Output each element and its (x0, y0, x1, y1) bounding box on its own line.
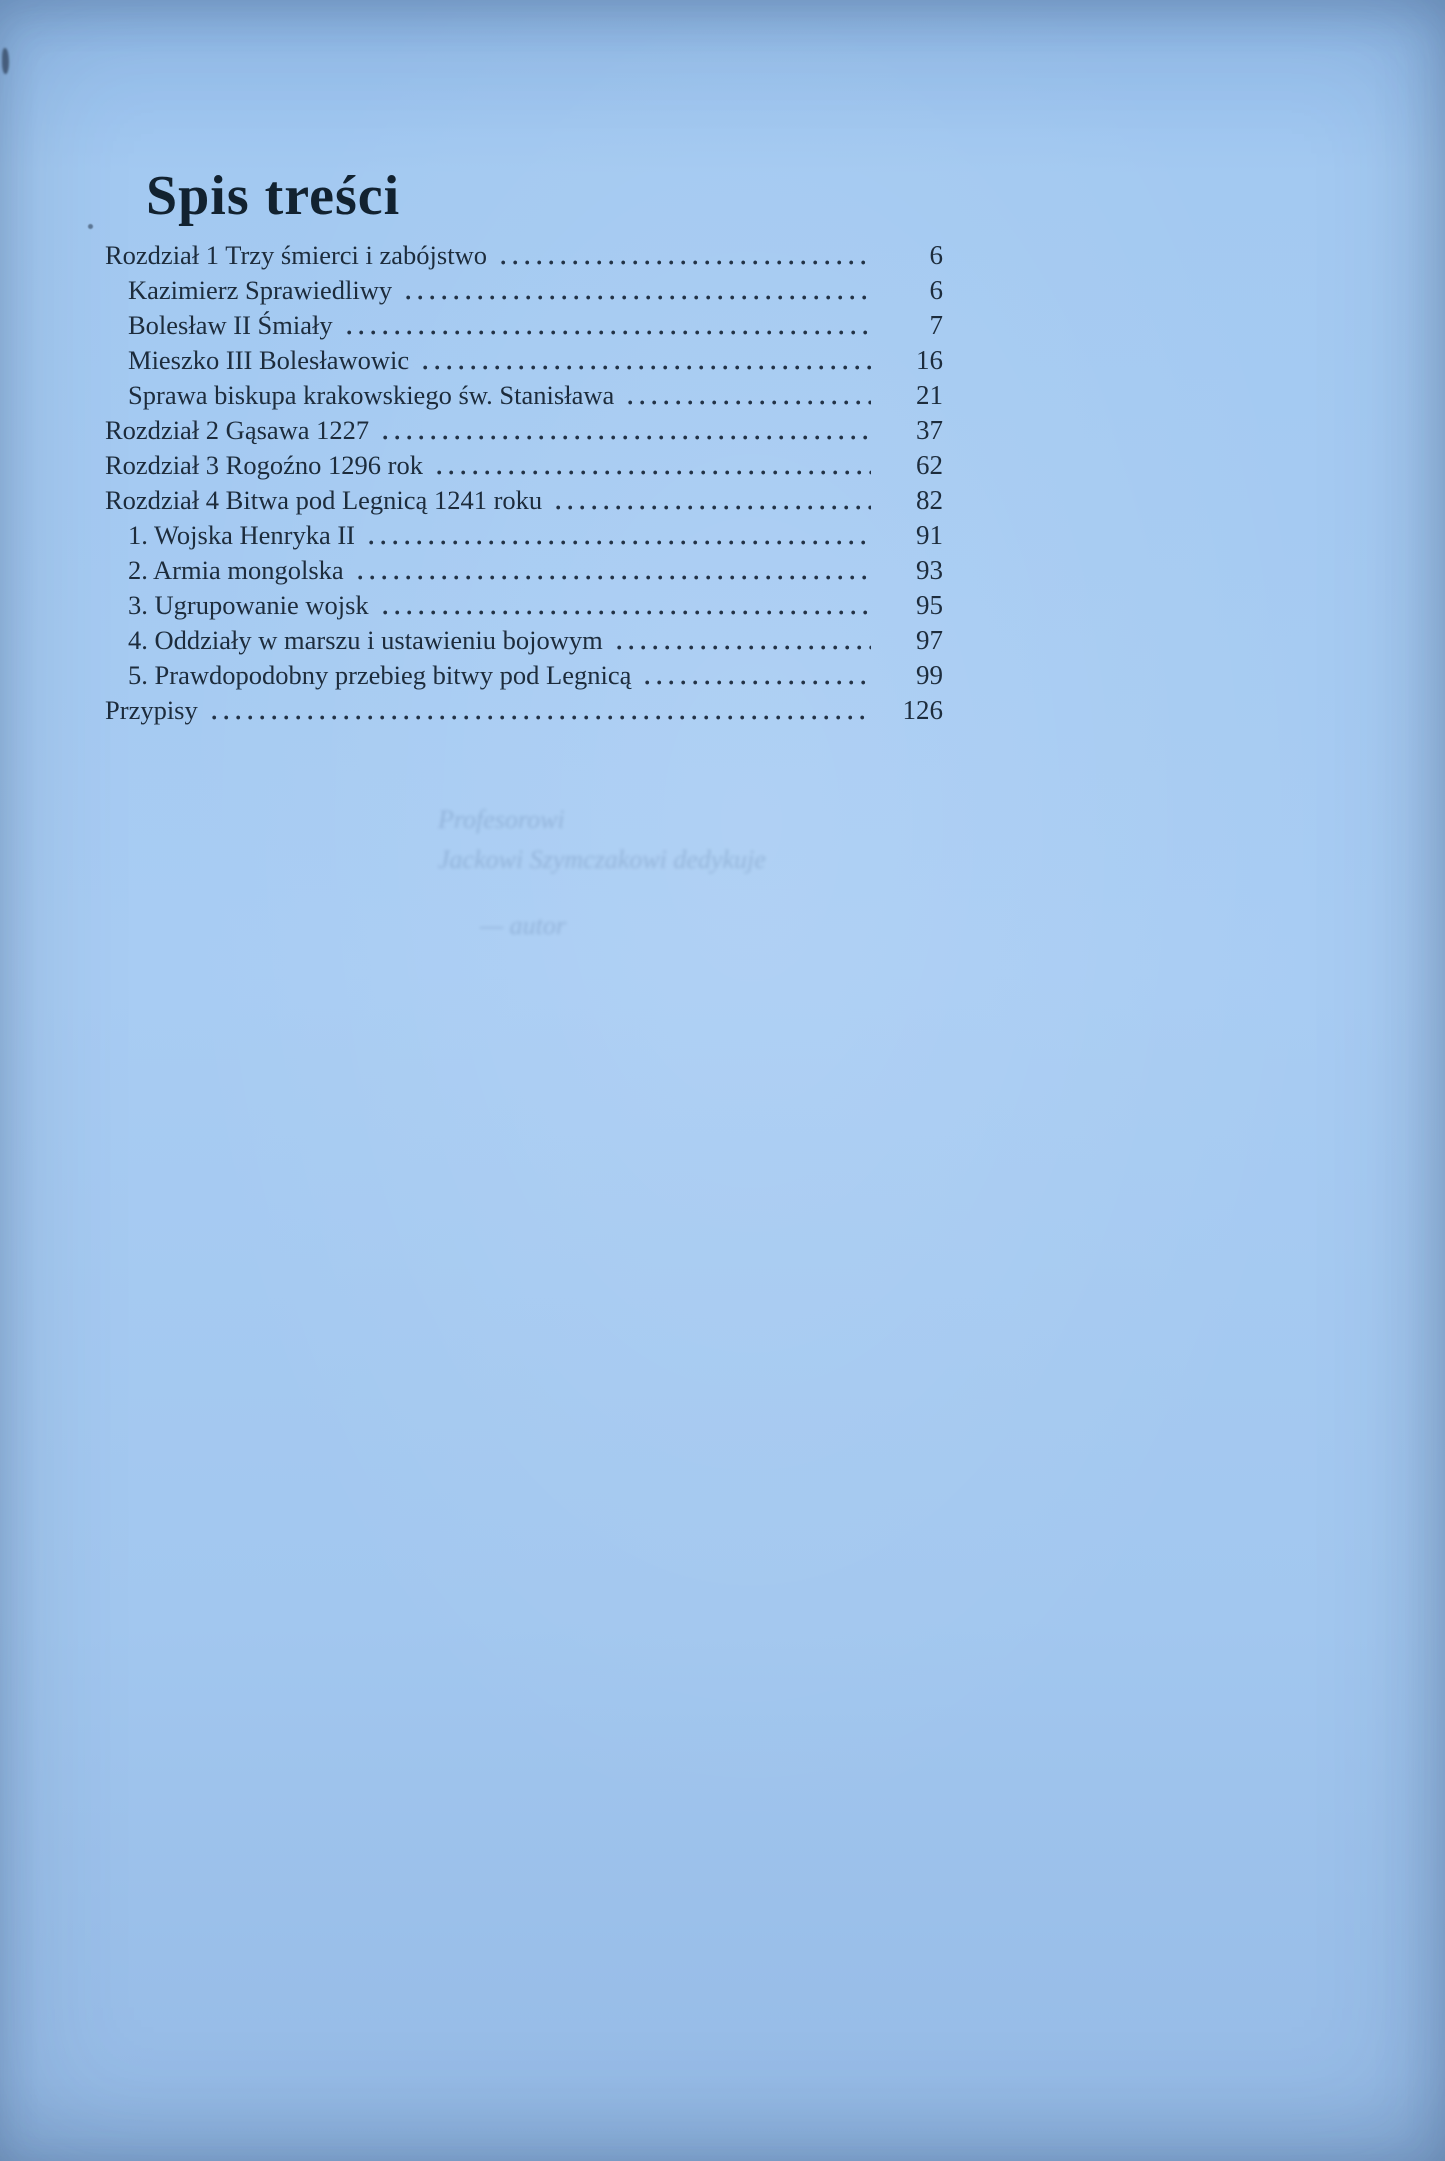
toc-entry-page: 82 (916, 485, 943, 515)
toc-entry-label: Rozdział 1 Trzy śmierci i zabójstwo (105, 240, 487, 270)
show-through-line: Jackowi Szymczakowi dedykuje (438, 845, 766, 874)
dot-leader (212, 714, 871, 721)
toc-entry-label: Rozdział 2 Gąsawa 1227 (105, 415, 370, 445)
dot-leader (383, 609, 871, 616)
toc-entry-page: 7 (929, 310, 943, 340)
toc-entry-page: 37 (916, 415, 943, 445)
dot-leader (556, 504, 871, 511)
toc-entry-label: Przypisy (105, 695, 198, 725)
dot-leader (501, 259, 871, 266)
toc-entry (105, 483, 943, 518)
toc-entry (105, 378, 943, 413)
dot-leader (645, 679, 871, 686)
toc-entry-page: 126 (902, 695, 943, 725)
toc-entry-label: Rozdział 3 Rogoźno 1296 rok (105, 450, 423, 480)
toc-entry-label: 1. Wojska Henryka II (128, 520, 355, 550)
dot-leader (369, 539, 871, 546)
toc-entry (105, 623, 943, 658)
toc-entry-page: 93 (916, 555, 943, 585)
dot-leader (358, 574, 871, 581)
dot-leader (406, 294, 871, 301)
toc-entry-label: Bolesław II Śmiały (128, 310, 333, 340)
toc-entry (105, 448, 943, 483)
toc-entry (105, 553, 943, 588)
scan-speck (2, 48, 9, 74)
toc-entry-label: Sprawa biskupa krakowskiego św. Stanisława (128, 380, 615, 410)
dot-leader (617, 644, 871, 651)
toc-entry-label: 5. Prawdopodobny przebieg bitwy pod Legnicą (128, 660, 632, 690)
toc-entry-page: 16 (916, 345, 943, 375)
show-through-line: Profesorowi (438, 805, 565, 834)
toc-entry-page: 97 (916, 625, 943, 655)
toc-entry (105, 658, 943, 693)
toc-entry-page: 62 (916, 450, 943, 480)
toc-entry (105, 413, 943, 448)
scan-speck (88, 224, 93, 229)
toc-entry-label: 4. Oddziały w marszu i ustawieniu bojowym (128, 625, 603, 655)
toc-entry (105, 518, 943, 553)
toc-entry-label: 3. Ugrupowanie wojsk (128, 590, 369, 620)
toc-entry-page: 21 (916, 380, 943, 410)
toc-entry-label: Rozdział 4 Bitwa pod Legnicą 1241 roku (105, 485, 543, 515)
toc-entry (105, 693, 943, 728)
toc-entry-page: 6 (929, 240, 943, 270)
dot-leader (423, 364, 871, 371)
toc-entry (105, 588, 943, 623)
toc-list (105, 238, 943, 728)
dot-leader (628, 399, 871, 406)
toc-entry-label: 2. Armia mongolska (128, 555, 344, 585)
toc-entry (105, 273, 943, 308)
dot-leader (383, 434, 871, 441)
page-title: Spis treści (146, 164, 401, 227)
toc-entry-page: 99 (916, 660, 943, 690)
toc-entry-label: Kazimierz Sprawiedliwy (128, 275, 393, 305)
toc-entry-page: 6 (929, 275, 943, 305)
toc-entry (105, 308, 943, 343)
dot-leader (347, 329, 871, 336)
toc-entry-page: 95 (916, 590, 943, 620)
dot-leader (437, 469, 871, 476)
show-through-dedication (438, 800, 858, 946)
toc-entry (105, 238, 943, 273)
toc-entry (105, 343, 943, 378)
toc-entry-page: 91 (916, 520, 943, 550)
toc-entry-label: Mieszko III Bolesławowic (128, 345, 410, 375)
show-through-line: — autor (480, 911, 566, 940)
